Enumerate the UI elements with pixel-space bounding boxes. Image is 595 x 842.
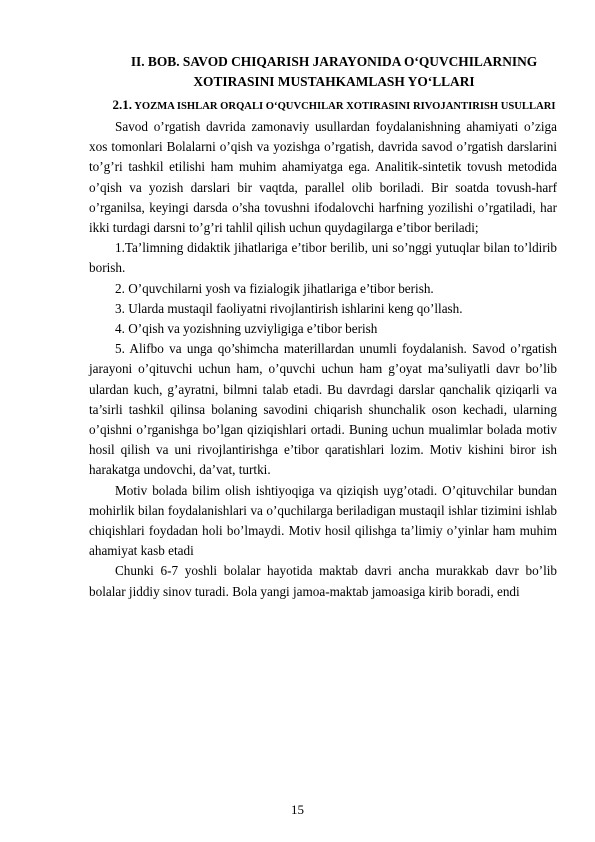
paragraph-intro: Savod o’rgatish davrida zamonaviy usullardan foydalanishning ahamiyati o’ziga xos tomonlari Bolalarni o’qish va yozishga o’rgatish, davrida savod o’rgatish darslarini to’g’ri tashkil etilishi ham muhim ahamiyatga ega. Analitik-sintetik tovush metodida o’qish va yozish darslari bir vaqtda, parallel olib boriladi. Bir soatda tovush-harf o’rganilsa, keyingi darsda o’sha tovushni ifodalovchi harfning yozilishi o’rgatiladi, har ikki turdagi darsni to’g’ri tahlil qilish uchun quydagilarga e’tibor beriladi;: [89, 119, 557, 236]
paragraph-motiv: Motiv bolada bilim olish ishtiyoqiga va qiziqish uyg’otadi. O’qituvchilar bundan mohirlik bilan foydalanishlari va o’quchilarga beriladigan mustaqil ishlar tizimini ishlab chiqishlari foydadan holi bo’lmaydi. Motiv hosil qilishga ta’limiy o’yinlar ham muhim ahamiyat kasb etadi: [89, 482, 557, 559]
page-number: 15: [291, 802, 304, 817]
section-title: [89, 95, 557, 117]
paragraph-chunki: Chunki 6-7 yoshli bolalar hayotida maktab davri ancha murakkab davr bo’lib bolalar jiddiy sinov turadi. Bola yangi jamoa-maktab jamoasiga kirib boradi, endi: [89, 563, 557, 599]
list-item-2: 2. O’quvchilarni yosh va fizialogik jihatlariga e’tibor berish.: [115, 280, 434, 296]
list-item-1: 1.Ta’limning didaktik jihatlariga e’tibor berilib, uni so’nggi yutuqlar bilan to’ldirib borish.: [89, 240, 557, 276]
section-number: 2.1.: [112, 97, 132, 112]
list-item-4: 4. O’qish va yozishning uzviyligiga e’tibor berish: [115, 321, 378, 337]
chapter-title: II. BOB. SAVOD CHIQARISH JARAYONIDA O‘QUVCHILARNING XOTIRASINI MUSTAHKAMLASH YO‘LLARI: [130, 54, 538, 89]
document-page: [89, 52, 557, 602]
list-item-5: 5. Alifbo va unga qo’shimcha materillardan unumli foydalanish. Savod o’rgatish jarayoni o’qituvchi uchun ham, o’quvchi uchun ham g’oyat ma’suliyatli davr bo’lib ulardan kuch, g’ayratni, bilmni talab etadi. Bu davrdagi darslar qanchalik qiziqarli va ta’sirli tashkil qilinsa bolaning savodini chiqarish shunchalik oson kechadi, ularning o’qishni o’rganishga bo’lgan qiziqishlari ortadi. Buning uchun mualimlar bolada motiv hosil qilish va uni rivojlantirishga e’tibor qaratishlari lozim. Motiv kishini biror ish harakatga undovchi, da’vat, turtki.: [89, 341, 557, 478]
list-item-3: 3. Ularda mustaqil faoliyatni rivojlantirish ishlarini keng qo’llash.: [115, 300, 463, 316]
section-title-text: YOZMA ISHLAR ORQALI O‘QUVCHILAR XOTIRASINI RIVOJANTIRISH USULLARI: [131, 101, 556, 112]
